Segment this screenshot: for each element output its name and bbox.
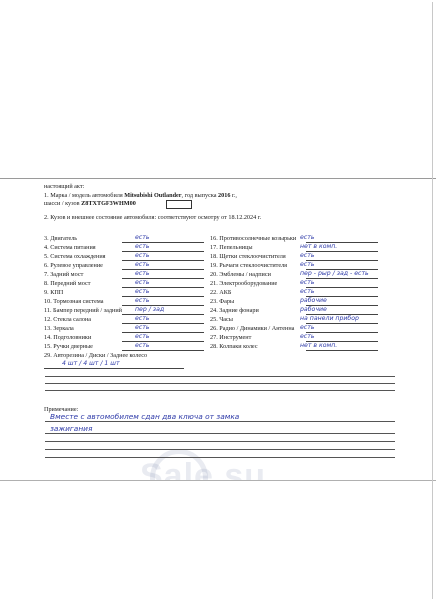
inspection-item-label: 17. Пепельницы (210, 244, 253, 251)
item29-underline (44, 368, 184, 369)
inspection-item-underline (122, 350, 204, 351)
inspection-item-label: 3. Двигатель (44, 235, 78, 242)
inspection-item-value: есть (135, 279, 150, 286)
item2-text: 2. Кузов и внешнее состояние автомобиля: соответствуют осмотру от 18.12.2024 г. (44, 214, 262, 221)
inspection-item-label: 6. Рулевое управление (44, 262, 103, 269)
vin-value: Z8TXTGF3WHM00 (81, 200, 136, 207)
inspection-item-value: нет в комп. (300, 243, 338, 250)
note-rule-4 (45, 449, 395, 450)
intro-text: настоящий акт: (44, 183, 85, 190)
inspection-item-value: пер - рыр / зад - есть (300, 270, 369, 277)
inspection-item-value: есть (300, 261, 315, 268)
inspection-item-value: на панели прибор (300, 315, 359, 322)
inspection-item-label: 9. КПП (44, 289, 64, 296)
inspection-item-value: рабочие (300, 306, 327, 313)
inspection-item-underline (306, 260, 378, 261)
vin-redaction-box (166, 200, 192, 209)
item1-suffix: г., (230, 192, 237, 199)
inspection-item-label: 5. Система охлаждения (44, 253, 106, 260)
inspection-item-value: есть (135, 324, 150, 331)
inspection-item-value: есть (135, 342, 150, 349)
item1-prefix: 1. Марка / модель автомобиля (44, 192, 125, 199)
inspection-item-value: есть (135, 297, 150, 304)
inspection-item-label: 20. Эмблемы / надписи (210, 271, 271, 278)
inspection-item-label: 26. Радио / Динамики / Антенна (210, 325, 295, 332)
item29-value: 4 шт / 4 шт / 1 шт (62, 360, 120, 367)
inspection-item-label: 22. АКБ (210, 289, 232, 296)
inspection-item-value: есть (300, 279, 315, 286)
inspection-item-label: 19. Рычаги стеклоочистителя (210, 262, 288, 269)
inspection-item-value: есть (135, 288, 150, 295)
page-edge-line (432, 2, 433, 599)
document-sheet (0, 179, 436, 495)
inspection-item-value: есть (300, 288, 315, 295)
inspection-item-label: 25. Часы (210, 316, 233, 323)
vin-line (44, 200, 136, 207)
rule-2 (45, 383, 395, 384)
car-model: Mitsubishi Outlander (124, 192, 182, 199)
item29-label: 29. Авторезина / Диски / Заднее колесо (44, 352, 148, 359)
inspection-item-value: есть (135, 252, 150, 259)
note-line2: зажигания (50, 424, 93, 433)
inspection-item-value: есть (300, 234, 315, 241)
note-rule-1 (45, 421, 395, 422)
inspection-item-label: 7. Задний мост (44, 271, 84, 278)
inspection-item-label: 18. Щетки стеклоочистителя (210, 253, 286, 260)
note-rule-2 (45, 433, 395, 434)
vin-label: шасси / кузов (44, 200, 82, 207)
inspection-item-value: есть (300, 324, 315, 331)
inspection-item-label: 12. Стекла салона (44, 316, 92, 323)
inspection-item-label: 15. Ручки дверные (44, 343, 93, 350)
car-year: 2016 (218, 192, 231, 199)
inspection-item-value: есть (135, 261, 150, 268)
inspection-item-value: есть (135, 270, 150, 277)
inspection-item-underline (306, 278, 378, 279)
inspection-item-value: есть (300, 333, 315, 340)
note-rule-5 (45, 457, 395, 458)
inspection-item-underline (306, 323, 378, 324)
inspection-item-label: 16. Противосолнечные козырьки (210, 235, 297, 242)
item1-mid: , год выпуска (181, 192, 219, 199)
inspection-item-label: 21. Электрооборудование (210, 280, 278, 287)
inspection-item-value: нет в комп. (300, 342, 338, 349)
inspection-item-underline (306, 332, 378, 333)
inspection-item-label: 28. Колпаки колес (210, 343, 258, 350)
inspection-item-label: 4. Система питания (44, 244, 96, 251)
note-line1: Вместе с автомобилем сдан два ключа от замка (50, 412, 240, 421)
inspection-item-value: есть (300, 252, 315, 259)
watermark: Sale.su (140, 457, 267, 495)
inspection-item-label: 23. Фары (210, 298, 235, 305)
inspection-item-underline (306, 287, 378, 288)
rule-3 (45, 390, 395, 391)
inspection-item-label: 13. Зеркала (44, 325, 74, 332)
inspection-item-value: есть (135, 234, 150, 241)
inspection-item-label: 11. Бампер передний / задний (44, 307, 122, 314)
inspection-item-label: 8. Передний мост (44, 280, 91, 287)
note-label: Примечание: (44, 406, 79, 413)
rule-1 (45, 376, 395, 377)
inspection-item-underline (306, 251, 378, 252)
note-rule-3 (45, 441, 395, 442)
inspection-item-underline (306, 350, 378, 351)
inspection-item-value: пер / зад (135, 306, 165, 313)
blank-top-area (0, 0, 436, 179)
inspection-item-value: есть (135, 333, 150, 340)
inspection-item-label: 24. Задние фонари (210, 307, 259, 314)
item1-line (44, 192, 237, 199)
blank-bottom-area (0, 480, 436, 601)
inspection-item-label: 14. Подголовники (44, 334, 92, 341)
inspection-item-value: есть (135, 243, 150, 250)
inspection-item-label: 27. Инструмент (210, 334, 252, 341)
inspection-item-value: есть (135, 315, 150, 322)
inspection-item-value: рабочие (300, 297, 327, 304)
inspection-item-label: 10. Тормозная система (44, 298, 104, 305)
